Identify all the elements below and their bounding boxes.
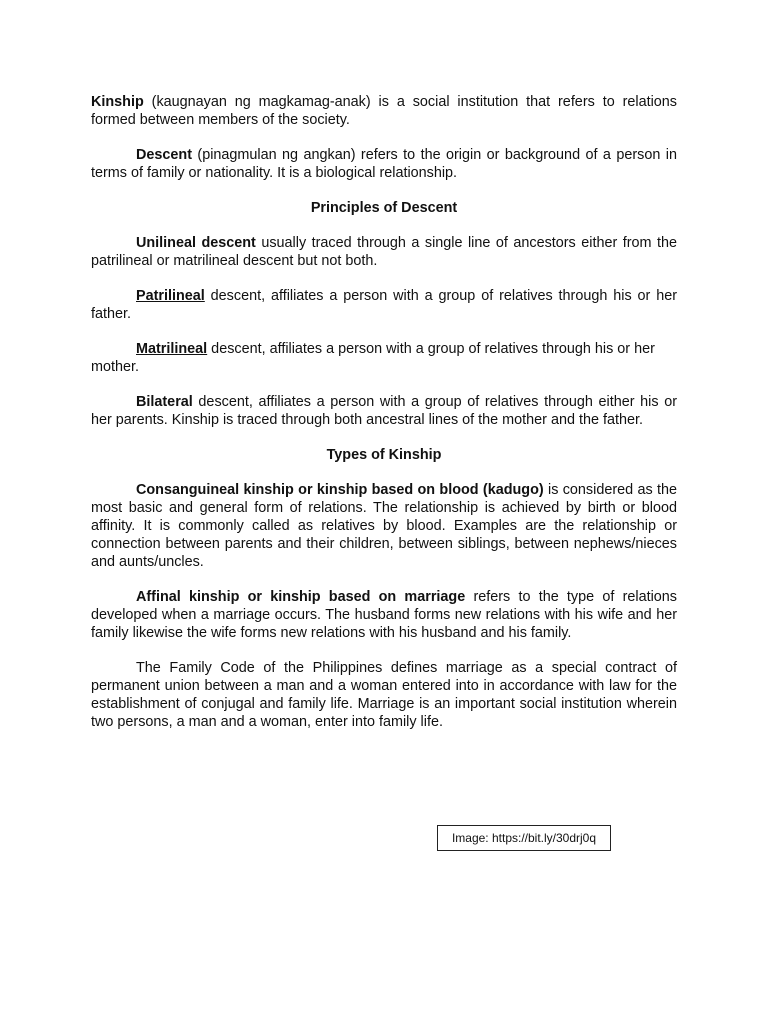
family-code-paragraph: The Family Code of the Philippines defines marriage as a special contract of permanent union between a man and a woman entered into in accordance with law for the establishment of conjugal and family life. Marriage is an important social institution wherein two persons, a man and a woman, enter into family life.: [91, 660, 677, 730]
patrilineal-paragraph: [91, 287, 677, 323]
matrilineal-paragraph: [91, 340, 677, 376]
descent-definition: (pinagmulan ng angkan) refers to the origin or background of a person in terms of family or nationality. It is a biological relationship.: [91, 147, 677, 181]
affinal-definition: refers to the type of relations developed when a marriage occurs. The husband forms new relations with his wife and her family likewise the wife forms new relations with his husband and his family.: [91, 589, 677, 641]
image-source-caption: Image: https://bit.ly/30drj0q: [437, 825, 611, 851]
consanguineal-term: Consanguineal kinship or kinship based on blood (kadugo): [136, 482, 544, 498]
affinal-paragraph: [91, 588, 677, 642]
principles-heading: Principles of Descent: [310, 200, 458, 216]
bilateral-term: Bilateral: [136, 394, 193, 410]
consanguineal-definition: is considered as the most basic and general form of relations. The relationship is achieved by birth or blood affinity. It is commonly called as relatives by blood. Examples are the relationship or connection between parents and their children, between siblings, between nephews/nieces and aunts/uncles.: [91, 482, 677, 570]
kinship-paragraph: [91, 93, 677, 129]
consanguineal-paragraph: [91, 481, 677, 571]
document-body: [91, 93, 677, 748]
descent-term: Descent: [136, 147, 192, 163]
bilateral-paragraph: [91, 393, 677, 429]
kinship-definition: (kaugnayan ng magkamag-anak) is a social institution that refers to relations formed between members of the society.: [91, 94, 677, 128]
patrilineal-definition: descent, affiliates a person with a group of relatives through his or her father.: [91, 288, 677, 322]
unilineal-paragraph: [91, 234, 677, 270]
unilineal-definition: usually traced through a single line of ancestors either from the patrilineal or matrilineal descent but not both.: [91, 235, 678, 269]
kinship-term: Kinship: [91, 94, 144, 110]
descent-paragraph: [91, 146, 677, 182]
unilineal-term: Unilineal descent: [136, 235, 256, 251]
patrilineal-term: Patrilineal: [136, 288, 205, 304]
matrilineal-definition: descent, affiliates a person with a group of relatives through his or her mother.: [91, 341, 655, 375]
bilateral-definition: descent, affiliates a person with a group of relatives through either his or her parents. Kinship is traced through both ancestral lines of the mother and the father.: [91, 394, 677, 428]
types-heading: Types of Kinship: [326, 447, 442, 463]
affinal-term: Affinal kinship or kinship based on marriage: [136, 589, 466, 605]
matrilineal-term: Matrilineal: [136, 341, 208, 357]
